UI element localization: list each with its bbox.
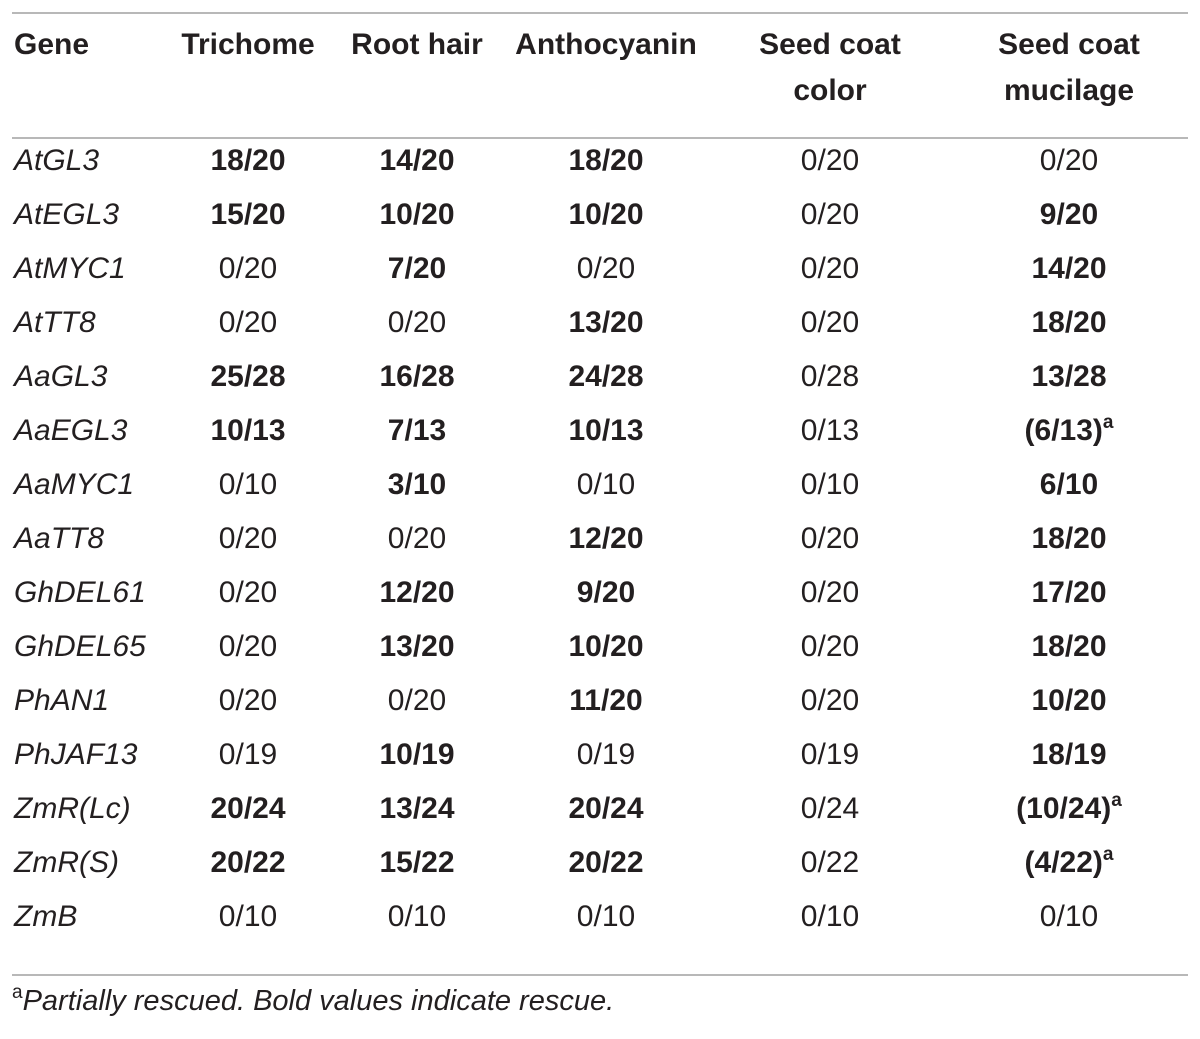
value-cell [950, 188, 1188, 242]
value-cell [332, 350, 502, 404]
value-cell [332, 134, 502, 188]
value-cell [710, 782, 950, 836]
value-cell [950, 890, 1188, 944]
gene-name-cell: ZmB [14, 900, 78, 933]
value-cell [332, 566, 502, 620]
cell-value: 15/20 [210, 198, 286, 231]
table-row [12, 782, 1188, 836]
value-cell [332, 836, 502, 890]
value-cell [502, 404, 710, 458]
cell-value: 18/20 [568, 144, 644, 177]
value-cell [710, 620, 950, 674]
cell-value: 0/20 [800, 630, 860, 663]
cell-value: 18/19 [1031, 738, 1107, 771]
cell-value: 0/10 [218, 468, 278, 501]
column-header-line: Seed coat [759, 28, 901, 61]
cell-value: 13/28 [1031, 360, 1107, 393]
value-cell [164, 728, 332, 782]
table-header [12, 22, 1188, 134]
cell-value: 15/22 [379, 846, 455, 879]
value-cell [502, 458, 710, 512]
cell-value: 6/10 [1039, 468, 1099, 501]
cell-value: 13/24 [379, 792, 455, 825]
value-cell [502, 134, 710, 188]
value-cell [950, 404, 1188, 458]
value-cell [710, 296, 950, 350]
value-cell [332, 620, 502, 674]
value-cell [164, 512, 332, 566]
value-cell [502, 836, 710, 890]
table-row [12, 350, 1188, 404]
value-cell [502, 620, 710, 674]
cell-value: (4/22) [1024, 846, 1103, 879]
value-cell [332, 782, 502, 836]
column-header-line: Gene [14, 28, 90, 61]
value-cell [950, 242, 1188, 296]
gene-name-cell: GhDEL61 [14, 576, 146, 609]
cell-value: 0/19 [218, 738, 278, 771]
column-header-root-hair [332, 22, 502, 134]
cell-value: 0/20 [800, 684, 860, 717]
value-cell [502, 674, 710, 728]
value-cell [950, 836, 1188, 890]
value-cell [502, 566, 710, 620]
value-cell [710, 404, 950, 458]
cell-value: 13/20 [568, 306, 644, 339]
value-cell [332, 674, 502, 728]
value-cell [164, 188, 332, 242]
cell-value: 0/20 [800, 522, 860, 555]
value-cell [502, 242, 710, 296]
value-cell [164, 296, 332, 350]
cell-value: 18/20 [1031, 630, 1107, 663]
cell-value: 0/28 [800, 360, 860, 393]
value-cell [950, 728, 1188, 782]
gene-name-cell: ZmR(S) [14, 846, 119, 879]
cell-value: 0/20 [218, 306, 278, 339]
footnote-marker: a [1111, 790, 1122, 811]
cell-value: 0/20 [387, 522, 447, 555]
table-body [12, 134, 1188, 944]
cell-value: 25/28 [210, 360, 286, 393]
cell-value: 0/20 [218, 684, 278, 717]
cell-value: 0/24 [800, 792, 860, 825]
cell-value: 0/20 [387, 306, 447, 339]
cell-value: 20/24 [210, 792, 286, 825]
cell-value: 0/20 [800, 576, 860, 609]
cell-value: 18/20 [210, 144, 286, 177]
cell-value: 0/10 [800, 468, 860, 501]
value-cell [710, 134, 950, 188]
gene-name-cell: AtMYC1 [14, 252, 126, 285]
cell-value: 10/20 [568, 198, 644, 231]
gene-name-cell: AtEGL3 [14, 198, 120, 231]
value-cell [950, 296, 1188, 350]
value-cell [332, 890, 502, 944]
footnote-text: Partially rescued. Bold values indicate rescue. [22, 985, 615, 1017]
cell-value: 0/22 [800, 846, 860, 879]
gene-name-cell: PhJAF13 [14, 738, 138, 771]
cell-value: 9/20 [576, 576, 636, 609]
value-cell [502, 782, 710, 836]
cell-value: 7/13 [387, 414, 447, 447]
cell-value: 0/20 [387, 684, 447, 717]
value-cell [950, 458, 1188, 512]
cell-value: 10/20 [1031, 684, 1107, 717]
value-cell [502, 188, 710, 242]
value-cell [502, 512, 710, 566]
gene-name-cell: AtTT8 [14, 306, 96, 339]
cell-value: (6/13) [1024, 414, 1103, 447]
value-cell [950, 782, 1188, 836]
cell-value: 0/19 [800, 738, 860, 771]
value-cell [502, 728, 710, 782]
footnote-marker: a [1102, 844, 1114, 865]
gene-name-cell: AaMYC1 [14, 468, 135, 501]
cell-value: 0/10 [218, 900, 278, 933]
cell-value: 12/20 [379, 576, 455, 609]
cell-value: 20/24 [568, 792, 644, 825]
cell-value: 9/20 [1039, 198, 1099, 231]
table-row [12, 566, 1188, 620]
footnote-marker: a [12, 982, 23, 1003]
table-bottom-rule [12, 974, 1188, 976]
value-cell [710, 728, 950, 782]
cell-value: 0/10 [1039, 900, 1099, 933]
value-cell [502, 890, 710, 944]
value-cell [164, 782, 332, 836]
value-cell [164, 890, 332, 944]
cell-value: 3/10 [387, 468, 447, 501]
cell-value: 13/20 [379, 630, 455, 663]
gene-name-cell: AaEGL3 [14, 414, 128, 447]
value-cell [950, 512, 1188, 566]
value-cell [164, 350, 332, 404]
value-cell [710, 350, 950, 404]
cell-value: 10/13 [568, 414, 644, 447]
value-cell [950, 566, 1188, 620]
header-row [12, 22, 1188, 134]
gene-name-cell: GhDEL65 [14, 630, 146, 663]
cell-value: 10/20 [568, 630, 644, 663]
value-cell [950, 620, 1188, 674]
cell-value: 7/20 [387, 252, 447, 285]
value-cell [164, 134, 332, 188]
cell-value: 0/10 [576, 900, 636, 933]
cell-value: 16/28 [379, 360, 455, 393]
column-header-seed-coat-mucilage [950, 22, 1188, 134]
cell-value: 18/20 [1031, 306, 1107, 339]
gene-name-cell: AaGL3 [14, 360, 108, 393]
value-cell [502, 350, 710, 404]
column-header-gene [12, 22, 164, 134]
cell-value: 0/19 [576, 738, 636, 771]
footnote-marker: a [1102, 412, 1114, 433]
value-cell [710, 458, 950, 512]
value-cell [710, 512, 950, 566]
value-cell [950, 134, 1188, 188]
value-cell [164, 242, 332, 296]
value-cell [164, 404, 332, 458]
value-cell [164, 836, 332, 890]
table-footnote [12, 982, 615, 1018]
table-row [12, 188, 1188, 242]
value-cell [710, 890, 950, 944]
gene-name-cell: AaTT8 [14, 522, 105, 555]
value-cell [164, 566, 332, 620]
column-header-line: Anthocyanin [515, 28, 697, 61]
cell-value: 20/22 [568, 846, 644, 879]
cell-value: 24/28 [568, 360, 644, 393]
cell-value: 0/20 [800, 198, 860, 231]
cell-value: 0/20 [800, 144, 860, 177]
column-header-trichome [164, 22, 332, 134]
value-cell [950, 674, 1188, 728]
value-cell [332, 188, 502, 242]
cell-value: 0/20 [800, 252, 860, 285]
cell-value: 0/20 [1039, 144, 1099, 177]
table-row [12, 404, 1188, 458]
cell-value: (10/24) [1016, 792, 1112, 825]
cell-value: 14/20 [1031, 252, 1107, 285]
value-cell [710, 188, 950, 242]
cell-value: 0/20 [576, 252, 636, 285]
value-cell [332, 512, 502, 566]
value-cell [950, 350, 1188, 404]
value-cell [710, 836, 950, 890]
cell-value: 17/20 [1031, 576, 1107, 609]
cell-value: 0/20 [218, 522, 278, 555]
column-header-line: color [793, 74, 867, 107]
table-row [12, 458, 1188, 512]
gene-name-cell: PhAN1 [14, 684, 110, 717]
table-row [12, 620, 1188, 674]
cell-value: 10/13 [210, 414, 286, 447]
value-cell [502, 296, 710, 350]
table-row [12, 296, 1188, 350]
table-row [12, 134, 1188, 188]
cell-value: 14/20 [379, 144, 455, 177]
rescue-table [12, 22, 1188, 944]
value-cell [164, 674, 332, 728]
column-header-anthocyanin [502, 22, 710, 134]
table-row [12, 674, 1188, 728]
value-cell [332, 296, 502, 350]
value-cell [164, 458, 332, 512]
table-row [12, 890, 1188, 944]
cell-value: 0/10 [387, 900, 447, 933]
cell-value: 10/20 [379, 198, 455, 231]
table-row [12, 242, 1188, 296]
cell-value: 18/20 [1031, 522, 1107, 555]
column-header-line: Trichome [181, 28, 315, 61]
cell-value: 0/13 [800, 414, 860, 447]
cell-value: 20/22 [210, 846, 286, 879]
value-cell [332, 242, 502, 296]
cell-value: 0/20 [800, 306, 860, 339]
gene-name-cell: AtGL3 [14, 144, 100, 177]
value-cell [710, 566, 950, 620]
column-header-line: mucilage [1003, 74, 1135, 107]
value-cell [332, 458, 502, 512]
value-cell [332, 404, 502, 458]
column-header-line: Seed coat [998, 28, 1140, 61]
value-cell [164, 620, 332, 674]
value-cell [710, 674, 950, 728]
column-header-line: Root hair [351, 28, 483, 61]
cell-value: 12/20 [568, 522, 644, 555]
table-row [12, 836, 1188, 890]
cell-value: 0/10 [800, 900, 860, 933]
value-cell [332, 728, 502, 782]
cell-value: 11/20 [569, 684, 643, 717]
cell-value: 0/20 [218, 252, 278, 285]
cell-value: 0/10 [576, 468, 636, 501]
column-header-seed-coat-color [710, 22, 950, 134]
value-cell [710, 242, 950, 296]
gene-name-cell: ZmR(Lc) [14, 792, 131, 825]
table-row [12, 728, 1188, 782]
cell-value: 10/19 [379, 738, 455, 771]
cell-value: 0/20 [218, 630, 278, 663]
table-row [12, 512, 1188, 566]
table-top-rule [12, 12, 1188, 14]
cell-value: 0/20 [218, 576, 278, 609]
